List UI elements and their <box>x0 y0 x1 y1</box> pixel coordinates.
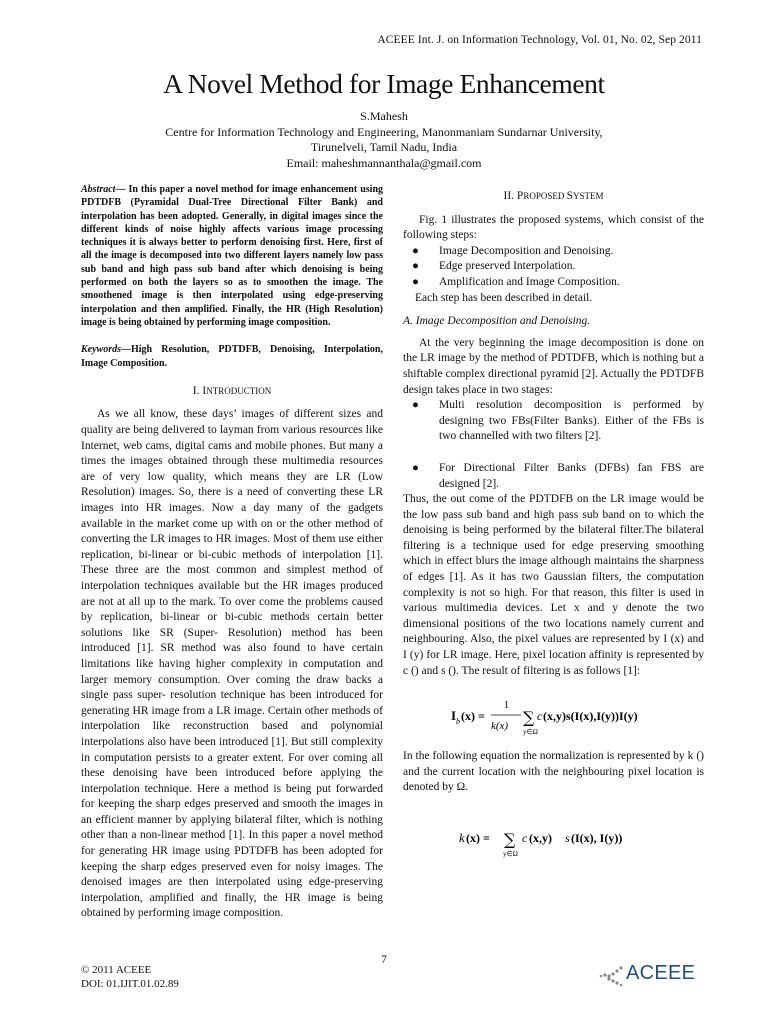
bullet-icon: ● <box>412 260 419 273</box>
footer-left <box>81 963 179 991</box>
subsection-a-paragraph: At the very beginning the image decomposition is done on the LR image by the method of PDTDFB, which is nothing but a shiftable complex directional pyramid [2]. Actually the PDTDFB design takes place in two stages: <box>403 336 704 396</box>
affiliation-line-1: Centre for Information Technology and Engineering, Manonmaniam Sundarnar University, <box>165 124 603 139</box>
doi: DOI: 01.IJIT.01.02.89 <box>81 978 179 990</box>
abstract-label: Abstract <box>81 184 116 195</box>
list-item: ● Image Decomposition and Denoising. <box>403 244 704 260</box>
logo-mark-icon <box>596 962 626 988</box>
abstract-text: — In this paper a novel method for image enhancement using PDTDFB (Pyramidal Dual-Tree Directional Filter Bank) and interpolation has been adopted. Generally, in digital images since the different kinds of noise highly affects various image processing techniques it is always better to perform denoising first. Here, first of all the image is decomposed into two different layers namely low pass sub band and high pass sub band after which denoising is being performed on both the layers so as to smoothen the image. The smoothened image is then interpolated using edge-preserving interpolation and then amplified. Finally, the HR (High Resolution) image is being obtained by performing image composition. <box>81 184 383 328</box>
list-item: ● Multi resolution decomposition is performed by designing two FBs(Filter Banks). Either of the FBs is two channelled with two filters [2]. <box>412 399 704 443</box>
running-head: ACEEE Int. J. on Information Technology, Vol. 01, No. 02, Sep 2011 <box>377 34 702 46</box>
eq1-denominator: k(x) <box>491 720 509 733</box>
equation-filter-result <box>403 693 704 737</box>
author-block <box>0 109 768 171</box>
copyright: © 2011 ACEEE <box>81 964 152 976</box>
bullet-icon: ● <box>412 244 419 257</box>
eq1-numerator: 1 <box>504 700 509 712</box>
affiliation-line-2: Tirunelveli, Tamil Nadu, India <box>310 140 458 155</box>
eq1-term-rest: (x,y)s(I(x),I(y))I(y) <box>543 709 638 724</box>
author-email: Email: maheshmannanthala@gmail.com <box>286 155 482 170</box>
eq2-term-mid: (x,y) <box>529 831 552 845</box>
introduction-paragraph: As we all know, these days’ images of different sizes and quality are being delivered to layman from various resources like Internet, web cams, digital cams and mobile phones. But many a times the images obtained through these multimedia resources are of very low quality, which means they are LR (Low Resolution) images. So, there is a need of converting these LR images into HR images. Now a day many of the gadgets available in the market come up with on or the other method of converting the LR images to HR images. Most of them use either replication, bi-linear or bi-cubic methods of interpolation [1]. These three are the most common and simplest method of interpolation techniques available but the HR images produced are not at all up to the mark. To over come the problems caused by replication, bi-linear or bi-cubic methods certain better solutions like SR (Super- Resolution) method has been introduced [1]. SR method was also found to have certain limitations like having higher complexity in computation and larger memory consumption. Over coming the draw backs a single pass super- resolution technique has been introduced for generating HR image from a LR image. Certain other methods of interpolation like reconstruction based and polynomial interpolations also have been introduced [1]. But still complexity in computation persists to a greater extent. For over coming all these denoising have been introduced before applying the interpolation technique. Here a method is being put forwarded for keeping the sharp edges preserved and smooth the images in an efficient manner by applying bilateral filter, which is nothing other than a non-linear method [1]. In this paper a novel method for generating HR image using PDTDFB has been adopted for keeping the sharp edges preserved even for noisy images. The denoised images are then interpolated using edge-preserving interpolation, amplified and finally, the HR image is being obtained by performing image composition. <box>81 408 383 920</box>
abstract <box>81 183 383 329</box>
eq2-lhs: k <box>459 830 465 845</box>
list-item: ● Amplification and Image Composition. <box>403 275 704 291</box>
paper-title: A Novel Method for Image Enhancement <box>163 68 605 99</box>
bullet-icon: ● <box>412 399 419 412</box>
eq1-lhs: I <box>451 708 457 724</box>
bullet-icon: ● <box>412 275 419 288</box>
bullet-icon: ● <box>412 461 419 474</box>
eq1-sum-sub: y∈Ω <box>523 728 538 737</box>
eq2-sum-sub: y∈Ω <box>503 850 518 858</box>
stages-list <box>403 398 704 492</box>
section-heading-proposed-system: II. PROPOSED SYSTEM <box>503 190 604 202</box>
eq2-term-c: c <box>522 831 528 845</box>
left-column <box>81 183 383 922</box>
keywords-label: Keywords <box>81 344 121 356</box>
logo-text: ACEEE <box>626 962 696 984</box>
eq2-term-rest: (I(x), I(y)) <box>571 831 623 845</box>
equation-1-svg <box>403 693 704 737</box>
subsection-heading-a: A. Image Decomposition and Denoising. <box>403 315 591 328</box>
eq2-term-s: s <box>565 831 570 845</box>
proposed-intro: Fig. 1 illustrates the proposed systems, which consist of the following steps: <box>403 213 704 242</box>
list-item: ● For Directional Filter Banks (DFBs) fan FBS are designed [2]. <box>412 461 704 490</box>
eq1-sum: ∑ <box>523 708 535 728</box>
bilateral-filter-paragraph: Thus, the out come of the PDTDFB on the LR image would be the low pass sub band and high pass sub band on to which the denoising is being performed by the bilateral filter.The bilateral filtering is a technique used for edge preserving smoothing which in effect blurs the image although maintains the sharpness of edges [1]. As it has two Gaussian filters, the computation complexity is not so high. For that reason, this filter is used in various multimedia devices. Let x and y denote the two dimensional positions of the two locations namely current and neighbouring. Also, the pixel values are represented by I (x) and I (y) for LR image. Here, pixel location affinity is represented by c () and s (). The result of filtering is as follows [1]: <box>403 493 704 677</box>
author-name: S.Mahesh <box>360 109 408 123</box>
eq2-sum: ∑ <box>504 830 516 849</box>
list-item: ● Edge preserved Interpolation. <box>403 259 704 275</box>
right-column <box>403 183 704 884</box>
eq1-lhs-sub: b <box>456 717 460 727</box>
keywords-text: —High Resolution, PDTDFB, Denoising, Interpolation, Image Composition. <box>81 344 383 369</box>
eq1-lhs-arg: (x) = <box>461 709 485 724</box>
eq1-term-c: c <box>537 709 543 724</box>
keywords <box>81 343 383 370</box>
page-number: 7 <box>381 954 387 966</box>
normalization-paragraph: In the following equation the normalization is represented by k () and the current location with the neighbouring pixel location is denoted by Ω. <box>403 750 704 794</box>
steps-note: Each step has been described in detail. <box>415 291 593 304</box>
equation-normalization <box>403 822 704 862</box>
eq2-lhs-arg: (x) = <box>466 831 490 845</box>
section-heading-introduction: I. INTRODUCTION <box>192 384 272 397</box>
publisher-logo <box>596 962 708 988</box>
equation-2-svg <box>403 822 704 866</box>
steps-list <box>403 244 704 291</box>
